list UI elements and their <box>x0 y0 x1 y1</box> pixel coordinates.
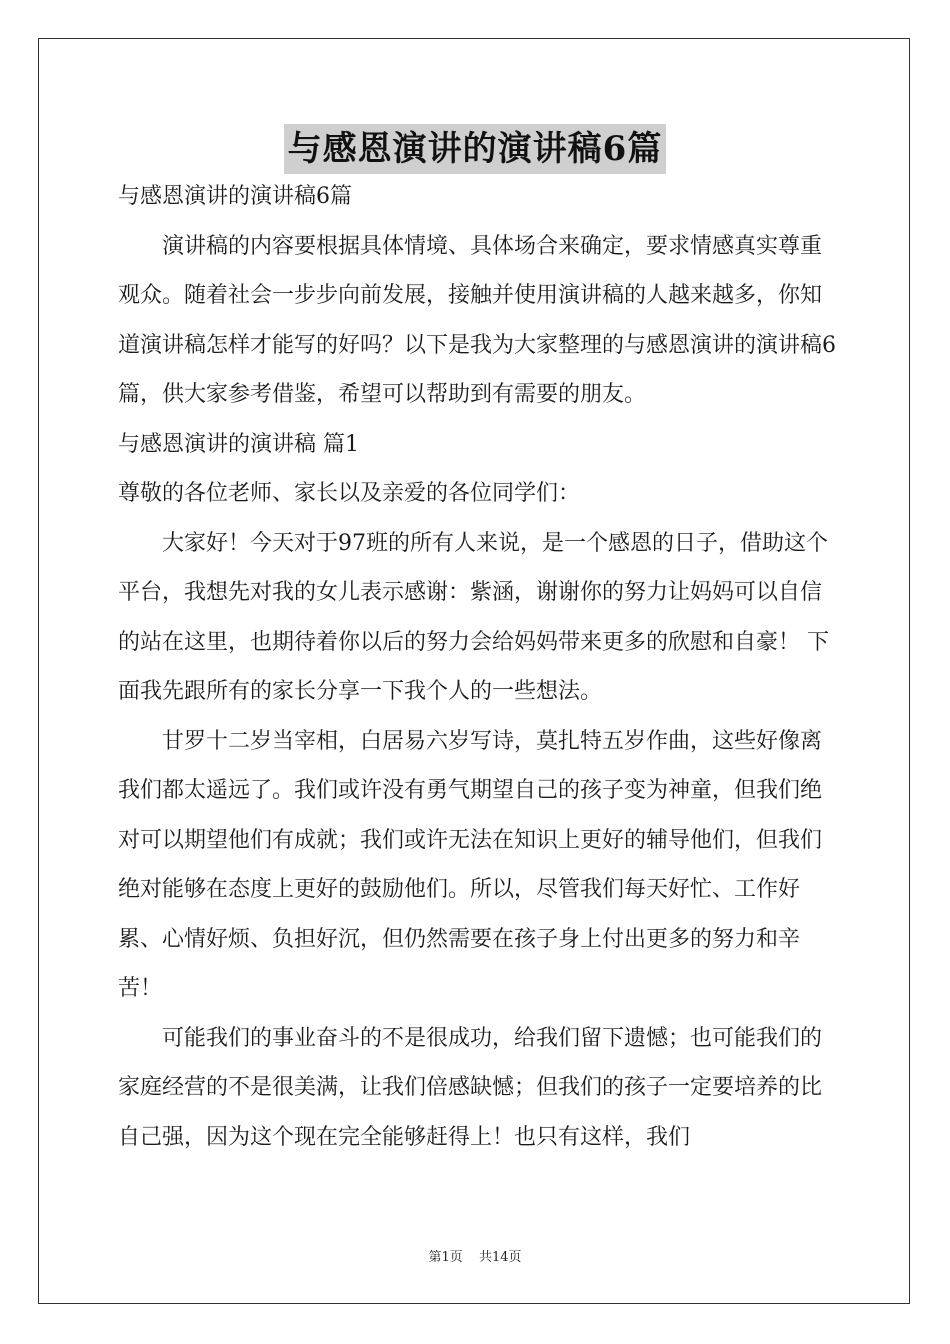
page-footer <box>0 1246 950 1265</box>
paragraph: 与感恩演讲的演讲稿 篇1 <box>118 431 359 457</box>
paragraph: 可能我们的事业奋斗的不是很成功，给我们留下遗憾；也可能我们的家庭经营的不是很美满，让我们倍感缺憾；但我们的孩子一定要培养的比自己强，因为这个现在完全能够赶得上！也只有这样，我们 <box>118 1025 823 1150</box>
paragraph: 尊敬的各位老师、家长以及亲爱的各位同学们： <box>118 481 581 506</box>
paragraph: 演讲稿的内容要根据具体情境、具体场合来确定，要求情感真实尊重观众。随着社会一步步向前发展，接触并使用演讲稿的人越来越多，你知道演讲稿怎样才能写的好吗？以下是我为大家整理的与感恩演讲的演讲稿6篇，供大家参考借鉴，希望可以帮助到有需要的朋友。 <box>118 233 836 407</box>
page-total: 共14页 <box>478 1250 522 1265</box>
document-title-container <box>0 124 950 174</box>
paragraph: 大家好！今天对于97班的所有人来说，是一个感恩的日子，借助这个平台，我想先对我的女儿表示感谢：紫涵，谢谢你的努力让妈妈可以自信的站在这里，也期待着你以后的努力会给妈妈带来更多的欣慰和自豪！ 下面我先跟所有的家长分享一下我个人的一些想法。 <box>118 530 829 704</box>
document-title: 与感恩演讲的演讲稿6篇 <box>284 124 667 174</box>
paragraph: 甘罗十二岁当宰相，白居易六岁写诗，莫扎特五岁作曲，这些好像离我们都太遥远了。我们或许没有勇气期望自己的孩子变为神童，但我们绝对可以期望他们有成就；我们或许无法在知识上更好的辅导他们，但我们绝对能够在态度上更好的鼓励他们。所以，尽管我们每天好忙、工作好累、心情好烦、负担好沉，但仍然需要在孩子身上付出更多的努力和辛苦！ <box>118 728 823 1001</box>
paragraph: 与感恩演讲的演讲稿6篇 <box>118 184 352 209</box>
document-body <box>118 172 838 1162</box>
page-number: 第1页 <box>428 1250 463 1265</box>
